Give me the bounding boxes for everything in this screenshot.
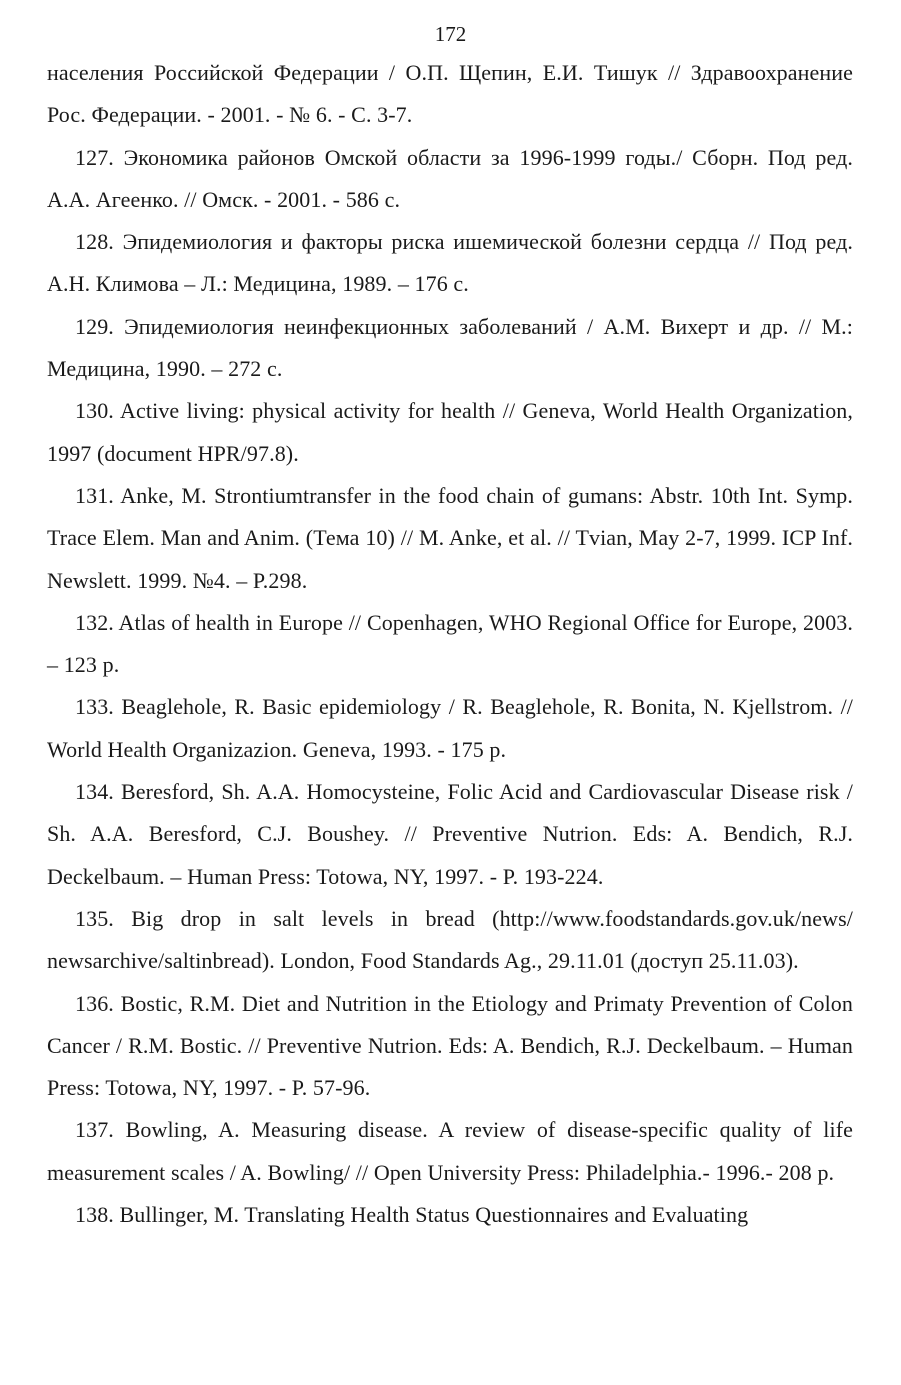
reference-item	[47, 52, 853, 137]
reference-number: 137.	[75, 1117, 114, 1143]
reference-text: Bostic, R.M. Diet and Nutrition in the Etiology and Primaty Prevention of Colon Cancer / R.M. Bostic. // Preventive Nutrion. Eds: A. Bendich, R.J. Deckelbaum. – Human Press: Totowa, NY, 1997. - P. 57-96.	[47, 990, 853, 1101]
reference-item	[47, 475, 853, 602]
reference-text: Beresford, Sh. A.A. Homocysteine, Folic Acid and Cardiovascular Disease risk / Sh. A.A. Beresford, C.J. Boushey. // Preventive Nutrion. Eds: A. Bendich, R.J. Deckelbaum. – Human Press: Totowa, NY, 1997. - P. 193-224.	[47, 779, 853, 889]
page-number: 172	[434, 22, 467, 46]
reference-list	[47, 52, 853, 1236]
reference-number: 127.	[75, 144, 114, 170]
reference-item	[47, 686, 853, 771]
reference-item	[47, 602, 853, 687]
reference-text: Active living: physical activity for health // Geneva, World Health Organization, 1997 (document HPR/97.8).	[47, 398, 853, 466]
reference-item	[47, 898, 853, 983]
reference-item	[47, 221, 853, 306]
reference-number: 135.	[75, 905, 114, 931]
reference-text: Эпидемиология неинфекционных заболеваний / А.М. Вихерт и др. // М.: Медицина, 1990. – 272 с.	[47, 313, 853, 382]
reference-number: 130.	[75, 398, 114, 424]
reference-number: 128.	[75, 229, 114, 255]
reference-text: Bullinger, M. Translating Health Status Questionnaires and Evaluating	[119, 1202, 749, 1228]
reference-item	[47, 306, 853, 391]
reference-text: Эпидемиология и факторы риска ишемической болезни сердца // Под ред. А.Н. Климова – Л.: Медицина, 1989. – 176 с.	[47, 229, 853, 297]
reference-text: Beaglehole, R. Basic epidemiology / R. Beaglehole, R. Bonita, N. Kjellstrom. // World Health Organizazion. Geneva, 1993. - 175 p.	[47, 694, 853, 762]
reference-item	[47, 1109, 853, 1194]
reference-text: Bowling, A. Measuring disease. A review of disease-specific quality of life measurement scales / A. Bowling/ // Open University Press: Philadelphia.- 1996.- 208 p.	[47, 1117, 853, 1185]
reference-text: Экономика районов Омской области за 1996-1999 годы./ Сборн. Под ред. А.А. Агеенко. // Омск. - 2001. - 586 с.	[47, 144, 853, 212]
reference-text: Anke, M. Strontiumtransfer in the food chain of gumans: Abstr. 10th Int. Symp. Trace Elem. Man and Anim. (Тема 10) // M. Anke, et al. // Tvian, May 2-7, 1999. ICP Inf. Newslett. 1999. №4. – P.298.	[47, 482, 853, 593]
reference-number: 138.	[75, 1202, 114, 1228]
reference-number: 131.	[75, 482, 114, 508]
reference-text: населения Российской Федерации / О.П. Щепин, Е.И. Тишук // Здравоохранение Рос. Федерации. - 2001. - № 6. - С. 3-7.	[47, 60, 853, 128]
reference-text: Big drop in salt levels in bread (http://www.foodstandards.gov.uk/news/ newsarchive/saltinbread). London, Food Standards Ag., 29.11.01 (доступ 25.11.03).	[47, 905, 853, 974]
reference-number: 129.	[75, 313, 114, 339]
reference-number: 134.	[75, 779, 114, 805]
reference-number: 136.	[75, 990, 114, 1016]
reference-text: Atlas of health in Europe // Copenhagen, WHO Regional Office for Europe, 2003. – 123 p.	[47, 609, 853, 678]
reference-item	[47, 983, 853, 1110]
reference-number: 133.	[75, 694, 114, 720]
reference-number: 132.	[75, 609, 114, 635]
reference-item	[47, 771, 853, 898]
reference-item	[47, 137, 853, 222]
reference-item	[47, 390, 853, 475]
reference-item	[47, 1194, 853, 1236]
